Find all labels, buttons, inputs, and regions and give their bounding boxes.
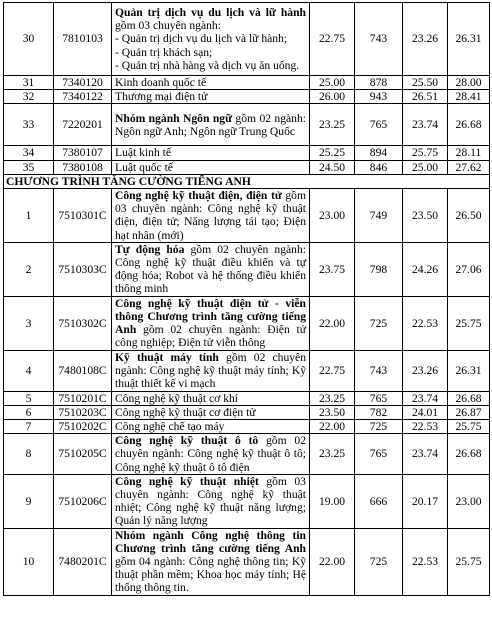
major-name [112, 90, 310, 104]
score-4: 26.68 [448, 391, 490, 405]
major-name [112, 391, 310, 405]
major-name-detail: Thương mại điện tử [115, 90, 208, 104]
major-name [112, 242, 310, 296]
major-name-detail: Công nghệ kỹ thuật cơ điện tử [115, 405, 256, 419]
table-row [4, 3, 490, 76]
table-row [4, 242, 490, 296]
score-3: 25.50 [403, 76, 448, 90]
score-4: 27.06 [448, 242, 490, 296]
table-row [4, 104, 490, 146]
score-4: 23.00 [448, 474, 490, 528]
row-number: 30 [4, 3, 54, 76]
major-code: 7480108C [54, 350, 112, 391]
score-1: 23.75 [310, 242, 355, 296]
major-name-bold: Nhóm ngành Ngôn ngữ [115, 111, 233, 125]
major-name-bold: Công nghệ kỹ thuật điện tử - viễn thông Chương trình tăng cường tiếng Anh [115, 296, 306, 337]
major-code: 7510301C [54, 189, 112, 243]
major-name [112, 76, 310, 90]
score-3: 25.00 [403, 160, 448, 174]
table-row [4, 296, 490, 350]
table-row [4, 434, 490, 475]
major-code: 7510202C [54, 420, 112, 434]
table-row [4, 420, 490, 434]
major-name [112, 3, 310, 76]
table-row [4, 76, 490, 90]
score-2: 743 [355, 350, 403, 391]
row-number: 9 [4, 474, 54, 528]
major-name-detail: gồm 04 ngành: Công nghệ thông tin; Kỹ thuật phần mềm; Khoa học máy tính; Hệ thống thông tin. [115, 555, 306, 595]
specialization-line: - Quản trị dịch vụ du lịch và lữ hành; [115, 32, 288, 46]
specialization-line: - Quản trị khách sạn; [115, 45, 213, 59]
major-name [112, 146, 310, 160]
score-3: 22.53 [403, 420, 448, 434]
score-2: 765 [355, 104, 403, 146]
row-number: 31 [4, 76, 54, 90]
table-row [4, 146, 490, 160]
major-name-bold: Tự động hóa [115, 242, 185, 256]
score-3: 26.51 [403, 90, 448, 104]
score-2: 765 [355, 391, 403, 405]
major-name [112, 420, 310, 434]
score-4: 28.11 [448, 146, 490, 160]
major-code: 7380108 [54, 160, 112, 174]
score-4: 26.68 [448, 104, 490, 146]
major-name-bold: Công nghệ kỹ thuật nhiệt [115, 474, 259, 488]
score-2: 749 [355, 189, 403, 243]
score-1: 24.50 [310, 160, 355, 174]
table-row [4, 391, 490, 405]
row-number: 7 [4, 420, 54, 434]
score-3: 23.26 [403, 350, 448, 391]
major-name-detail: gồm 03 chuyên ngành: Công nghệ kỹ thuật nhiệt; Công nghệ kỹ thuật năng lượng; Quản lý năng lượng [115, 474, 306, 528]
major-code: 7220201 [54, 104, 112, 146]
specialization-line: - Quản trị nhà hàng và dịch vụ ăn uống. [115, 58, 300, 72]
section-title: CHƯƠNG TRÌNH TĂNG CƯỜNG TIẾNG ANH [4, 174, 490, 188]
score-2: 878 [355, 76, 403, 90]
score-1: 25.00 [310, 76, 355, 90]
score-2: 725 [355, 528, 403, 595]
major-code: 7480201C [54, 528, 112, 595]
score-3: 22.53 [403, 296, 448, 350]
score-3: 23.74 [403, 104, 448, 146]
major-name [112, 296, 310, 350]
row-number: 1 [4, 189, 54, 243]
major-name-bold: Kỹ thuật máy tính [115, 350, 219, 364]
score-3: 23.74 [403, 434, 448, 475]
row-number: 8 [4, 434, 54, 475]
major-code: 7510205C [54, 434, 112, 475]
score-1: 19.00 [310, 474, 355, 528]
table-row [4, 350, 490, 391]
major-name-detail: Công nghệ chế tạo máy [115, 420, 225, 434]
admission-score-table [3, 2, 490, 596]
major-code: 7810103 [54, 3, 112, 76]
major-code: 7510303C [54, 242, 112, 296]
major-name-detail: gồm 02 ngành: Ngôn ngữ Anh; Ngôn ngữ Trung Quốc [115, 111, 306, 138]
score-1: 23.50 [310, 405, 355, 419]
score-4: 26.68 [448, 434, 490, 475]
table-row [4, 189, 490, 243]
score-2: 725 [355, 296, 403, 350]
major-name-detail: gồm 03 chuyên ngành: Công nghệ kỹ thuật điện, điện tử; Năng lượng tái tạo; Điện hạt nhân (mới) [115, 189, 306, 242]
row-number: 35 [4, 160, 54, 174]
score-1: 22.75 [310, 3, 355, 76]
section-row [4, 174, 490, 188]
row-number: 34 [4, 146, 54, 160]
score-4: 25.75 [448, 528, 490, 595]
score-4: 25.75 [448, 296, 490, 350]
score-2: 846 [355, 160, 403, 174]
score-3: 24.26 [403, 242, 448, 296]
score-1: 26.00 [310, 90, 355, 104]
score-3: 23.50 [403, 189, 448, 243]
score-1: 23.00 [310, 189, 355, 243]
row-number: 4 [4, 350, 54, 391]
major-name [112, 528, 310, 595]
score-2: 765 [355, 434, 403, 475]
major-name [112, 434, 310, 475]
table-row [4, 160, 490, 174]
score-4: 26.31 [448, 3, 490, 76]
score-2: 743 [355, 3, 403, 76]
score-4: 25.75 [448, 420, 490, 434]
score-1: 22.00 [310, 528, 355, 595]
row-number: 2 [4, 242, 54, 296]
row-number: 33 [4, 104, 54, 146]
major-name-bold: Nhóm ngành Công nghệ thông tin Chương trình tăng cường tiếng Anh [115, 528, 306, 555]
major-name-detail: gồm 03 chuyên ngành: [115, 19, 221, 33]
major-code: 7340120 [54, 76, 112, 90]
major-name-detail: Kinh doanh quốc tế [115, 76, 207, 89]
major-name-detail: Luật quốc tế [115, 160, 173, 174]
score-4: 26.87 [448, 405, 490, 419]
score-2: 894 [355, 146, 403, 160]
score-3: 25.75 [403, 146, 448, 160]
score-1: 22.00 [310, 296, 355, 350]
major-name-detail: gồm 02 chuyên ngành: Công nghệ kỹ thuật điều khiển và tự động hóa; Robot và hệ thống điều khiển thông minh [115, 242, 306, 296]
score-2: 725 [355, 420, 403, 434]
major-name-bold: Công nghệ kỹ thuật ô tô [115, 434, 259, 448]
major-code: 7340122 [54, 90, 112, 104]
table-row [4, 90, 490, 104]
score-1: 22.75 [310, 350, 355, 391]
score-2: 666 [355, 474, 403, 528]
major-code: 7380107 [54, 146, 112, 160]
score-4: 27.62 [448, 160, 490, 174]
score-1: 22.00 [310, 420, 355, 434]
major-code: 7510302C [54, 296, 112, 350]
major-name [112, 160, 310, 174]
major-name-detail: gồm 02 chuyên ngành: Điện tử công nghiệp; Điện tử viễn thông [115, 323, 306, 350]
score-4: 26.31 [448, 350, 490, 391]
score-3: 24.01 [403, 405, 448, 419]
score-1: 23.25 [310, 104, 355, 146]
score-3: 23.74 [403, 391, 448, 405]
score-2: 782 [355, 405, 403, 419]
row-number: 5 [4, 391, 54, 405]
table-row [4, 528, 490, 595]
major-code: 7510206C [54, 474, 112, 528]
major-name [112, 474, 310, 528]
major-name [112, 405, 310, 419]
score-1: 23.25 [310, 391, 355, 405]
score-3: 20.17 [403, 474, 448, 528]
table-row [4, 405, 490, 419]
row-number: 10 [4, 528, 54, 595]
row-number: 6 [4, 405, 54, 419]
score-4: 26.50 [448, 189, 490, 243]
score-4: 28.41 [448, 90, 490, 104]
major-code: 7510203C [54, 405, 112, 419]
major-name-detail: Công nghệ kỹ thuật cơ khí [115, 391, 239, 405]
major-name-detail: gồm 02 chuyên ngành: Công nghệ kỹ thuật máy tính; Kỹ thuật thiết kế vi mạch [115, 350, 306, 391]
major-name [112, 104, 310, 146]
major-code: 7510201C [54, 391, 112, 405]
row-number: 3 [4, 296, 54, 350]
score-3: 23.26 [403, 3, 448, 76]
row-number: 32 [4, 90, 54, 104]
major-name [112, 189, 310, 243]
score-4: 28.00 [448, 76, 490, 90]
score-1: 23.25 [310, 434, 355, 475]
major-name-bold: Công nghệ kỹ thuật điện, điện tử [115, 189, 282, 203]
table-row [4, 474, 490, 528]
major-name [112, 350, 310, 391]
major-name-detail: gồm 02 chuyên ngành: Công nghệ kỹ thuật ô tô; Công nghệ kỹ thuật ô tô điện [115, 434, 306, 474]
score-2: 798 [355, 242, 403, 296]
score-3: 22.53 [403, 528, 448, 595]
major-name-bold: Quản trị dịch vụ du lịch và lữ hành [115, 5, 306, 19]
score-1: 25.25 [310, 146, 355, 160]
score-2: 943 [355, 90, 403, 104]
major-name-detail: Luật kinh tế [115, 146, 172, 160]
